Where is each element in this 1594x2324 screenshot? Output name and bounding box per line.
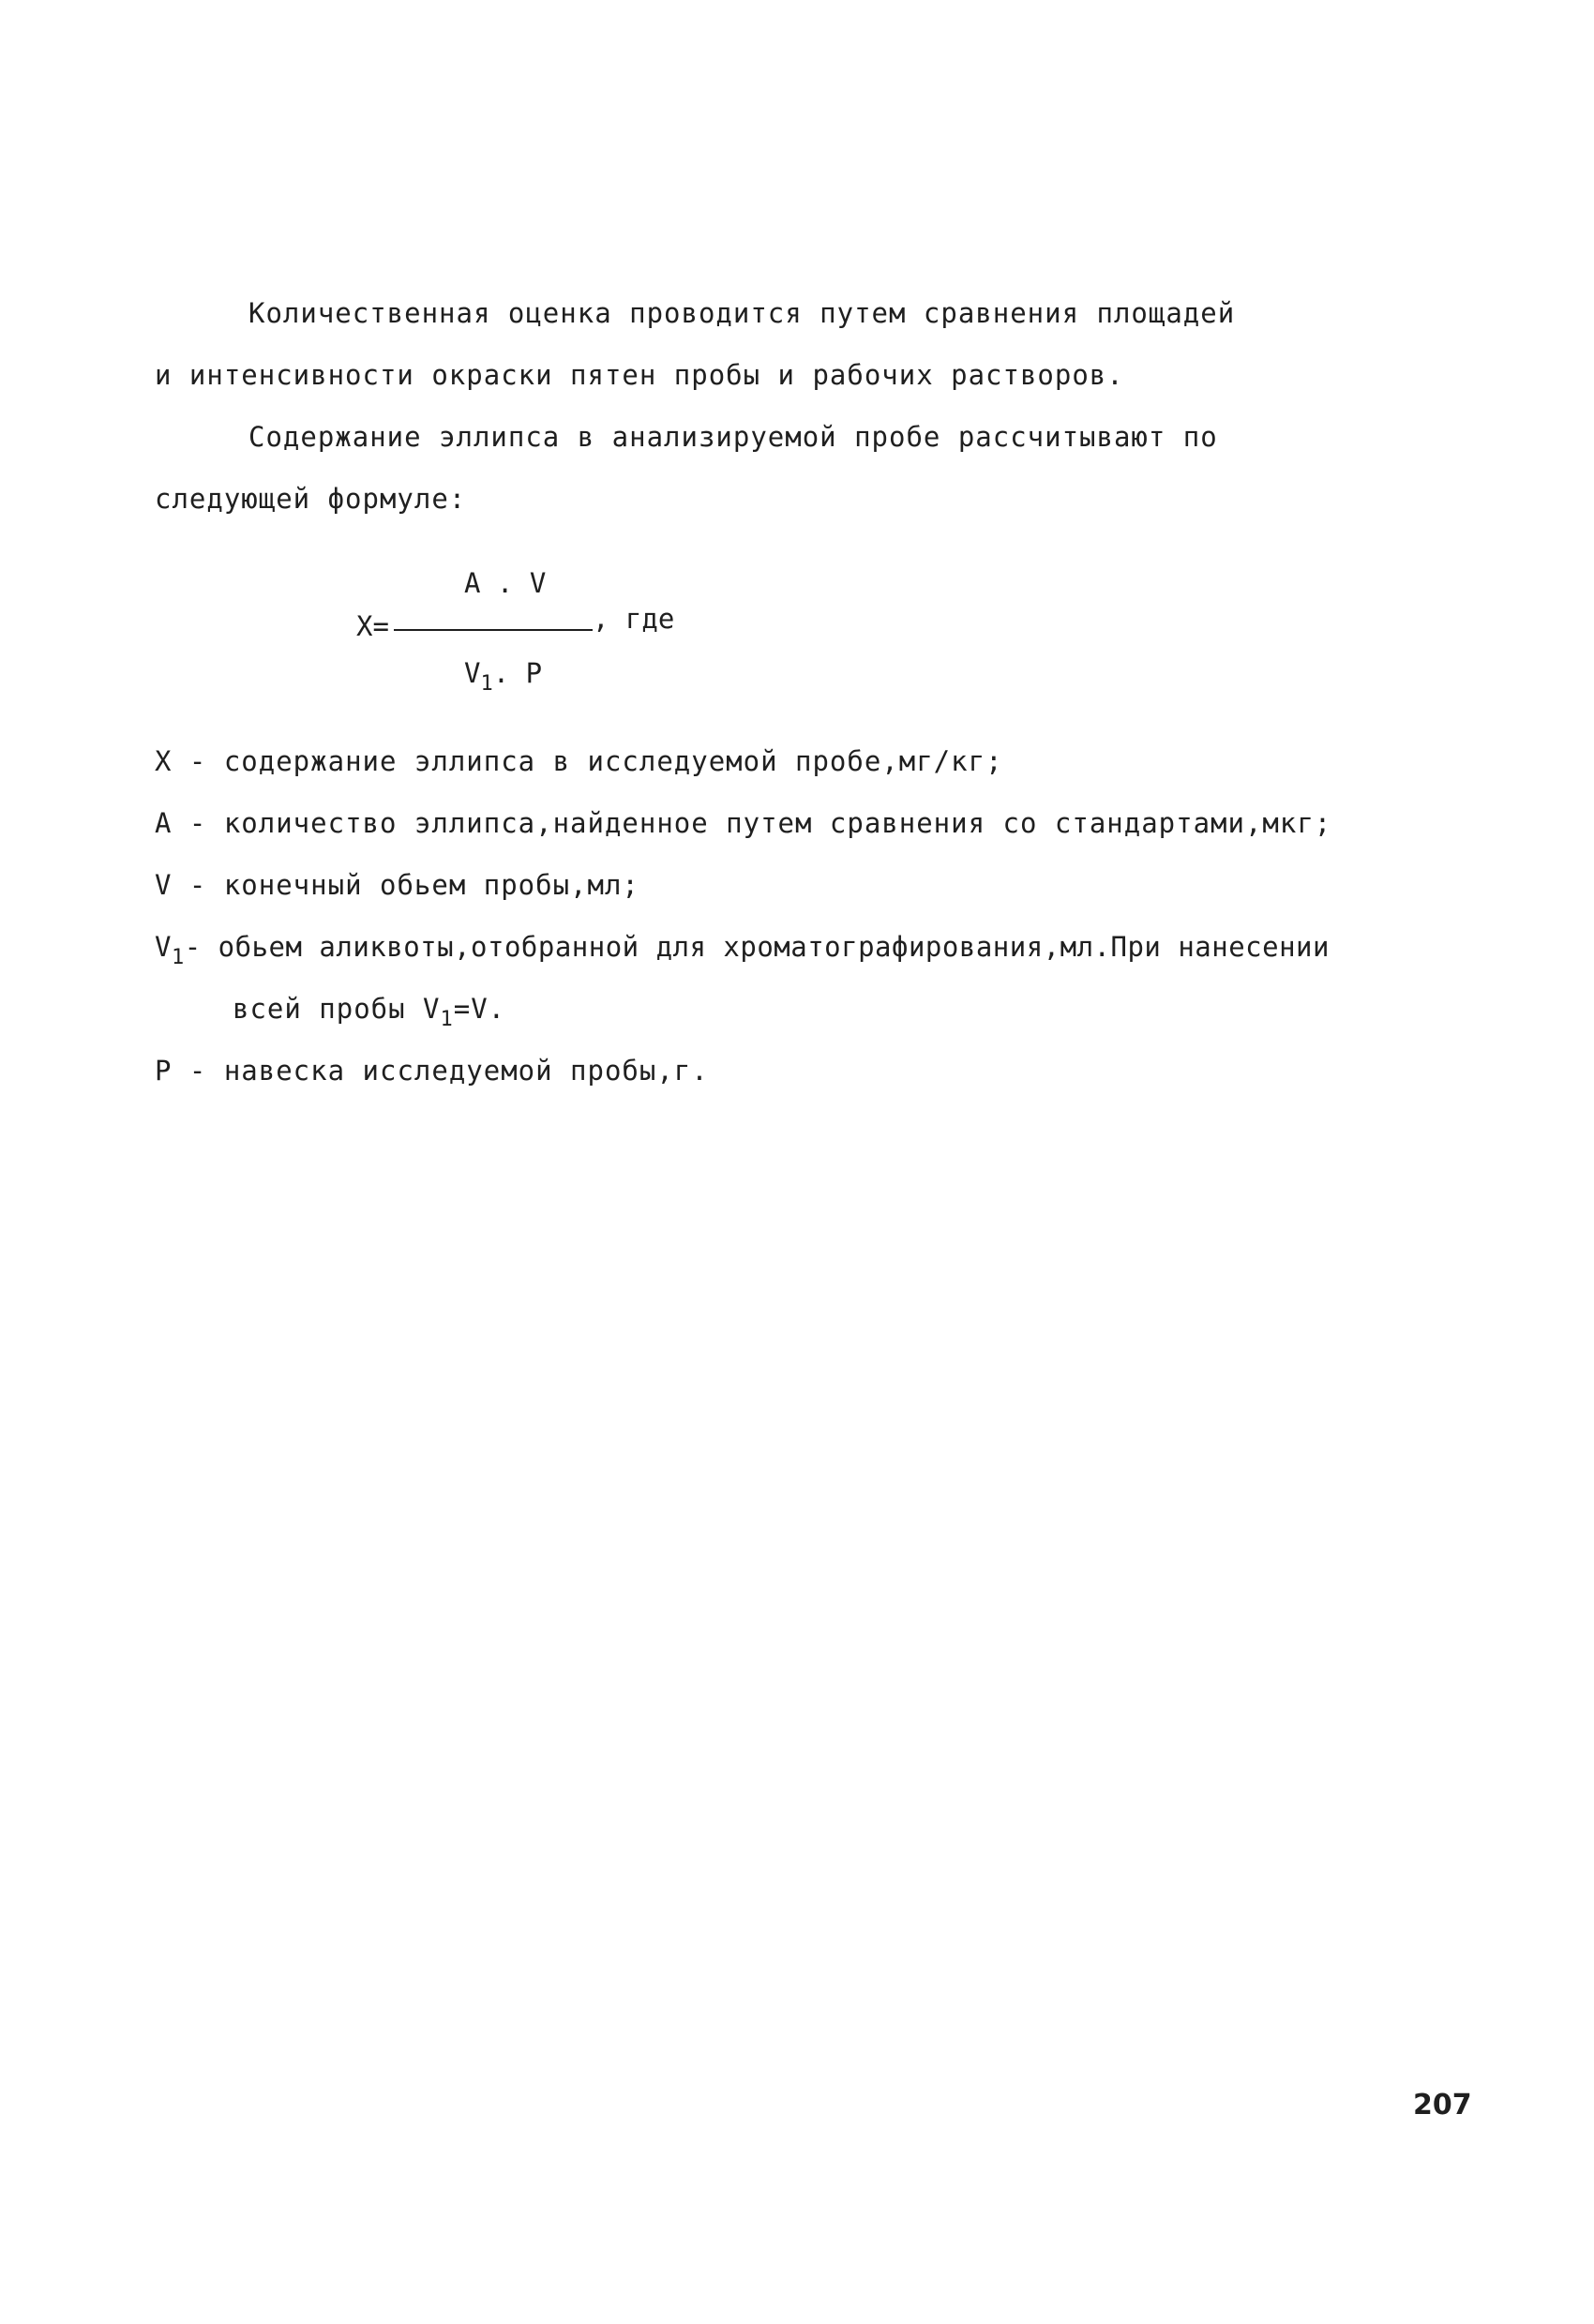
definition-v1 <box>155 928 1330 969</box>
paragraph-line-1: Количественная оценка проводится путем сравнения площадей <box>248 297 1236 329</box>
definition-text: - обьем аликвоты,отобранной для хроматографирования,мл.При нанесении <box>184 931 1330 963</box>
denominator-rest: . P <box>492 657 543 689</box>
formula-denominator <box>464 654 543 696</box>
paragraph-line-3: Содержание эллипса в анализируемой пробе рассчитывают по <box>248 421 1218 453</box>
definition-x <box>155 742 1003 780</box>
paragraph-line-2: и интенсивности окраски пятен пробы и рабочих растворов. <box>155 359 1124 391</box>
definition-p <box>155 1052 709 1089</box>
definition-subscript: 1 <box>440 1008 454 1031</box>
definition-symbol: V <box>155 931 172 963</box>
definition-symbol: V <box>155 869 173 901</box>
definition-v1-continuation <box>233 990 506 1031</box>
definition-v <box>155 866 639 904</box>
formula-lhs: X= <box>356 610 389 642</box>
paragraph-line-4: следующей формуле: <box>155 483 467 515</box>
formula-numerator: A . V <box>464 567 547 599</box>
denominator-symbol: V <box>464 657 481 689</box>
definition-text: - количество эллипса,найденное путем сравнения со стандартами,мкг; <box>172 807 1332 839</box>
definition-symbol: A <box>155 807 173 839</box>
denominator-subscript: 1 <box>480 672 493 696</box>
definition-symbol: P <box>155 1055 173 1087</box>
definition-text: - конечный обьем пробы,мл; <box>172 869 639 901</box>
definition-text: - содержание эллипса в исследуемой пробе,мг/кг; <box>172 745 1003 777</box>
definition-text: - навеска исследуемой пробы,г. <box>172 1055 709 1087</box>
page-number: 207 <box>1413 2089 1472 2122</box>
definition-symbol: X <box>155 745 173 777</box>
definition-a <box>155 804 1331 842</box>
definition-text: всей пробы V <box>233 993 441 1025</box>
definition-text-end: =V. <box>453 993 506 1025</box>
formula-tail: , где <box>593 603 675 635</box>
fraction-bar <box>394 629 593 631</box>
definition-subscript: 1 <box>171 946 185 969</box>
